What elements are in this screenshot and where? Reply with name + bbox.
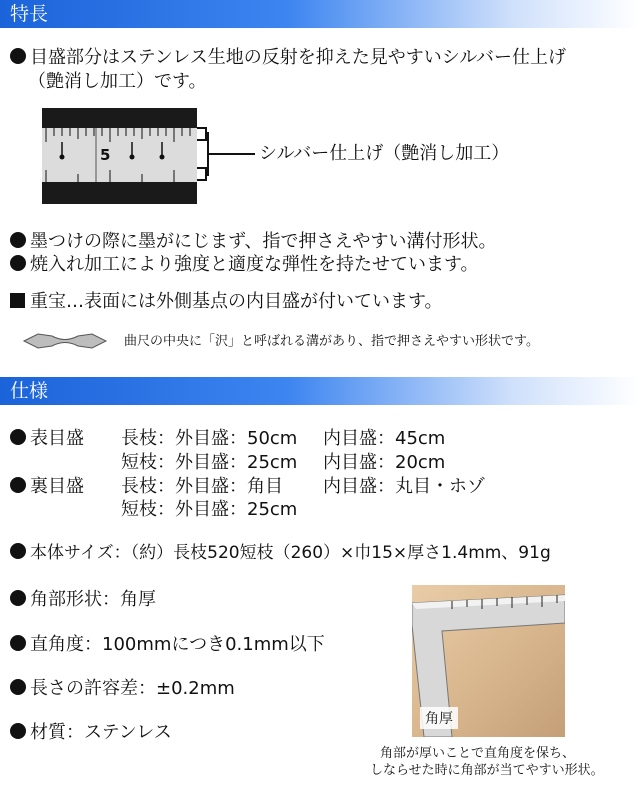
corner-photo-label: 角厚: [420, 707, 458, 729]
feature-bullet-2: 墨つけの際に墨がにじまず、指で押さえやすい溝付形状。: [10, 230, 497, 254]
ruler-number: 5: [100, 146, 111, 164]
finish-label: シルバー仕上げ（艶消し加工）: [259, 143, 510, 164]
bullet-icon: [10, 255, 26, 271]
spec-back-label: 裏目盛: [10, 475, 84, 499]
benefit-line: 重宝…表面には外側基点の内目盛が付いています。: [10, 290, 443, 314]
spec-front-short-inner: 内目盛：20cm: [323, 452, 446, 473]
spec-back-long-inner: 内目盛：丸目・ホゾ: [323, 476, 485, 497]
corner-photo: [412, 585, 565, 737]
bullet-icon: [10, 477, 26, 493]
groove-note: 曲尺の中央に「沢」と呼ばれる溝があり、指で押さえやすい形状です。: [124, 334, 539, 349]
feature-bullet-3: 焼入れ加工により強度と適度な弾性を持たせています。: [10, 253, 479, 277]
bullet-icon: [10, 429, 26, 445]
bracket-bottom: [197, 167, 207, 181]
spec-front-long-inner: 内目盛：45cm: [323, 428, 446, 449]
groove-profile-icon: [22, 331, 108, 351]
spec-front-label: 表目盛: [10, 427, 84, 451]
photo-caption-2: しならせた時に角部が当てやすい形状。: [370, 763, 604, 778]
bullet-icon: [10, 543, 26, 559]
specs-header: 仕様: [0, 377, 640, 405]
spec-back-long: 長枝：外目盛：角目: [121, 476, 283, 497]
spec-material: 材質：ステンレス: [10, 721, 172, 745]
bullet-icon: [10, 635, 26, 651]
bullet-icon: [10, 723, 26, 739]
bullet-icon: [10, 590, 26, 606]
ruler-closeup-photo: [42, 108, 197, 204]
feature-text: 目盛部分はステンレス生地の反射を抑えた見やすいシルバー仕上げ: [30, 47, 567, 68]
bullet-icon: [10, 48, 26, 64]
spec-squareness: 直角度：100mmにつき0.1mm以下: [10, 633, 325, 657]
spec-front-short: 短枝：外目盛：25cm: [121, 452, 298, 473]
leader-line: [209, 153, 255, 155]
feature-bullet-1: [10, 46, 566, 70]
bullet-icon: [10, 679, 26, 695]
spec-size: 本体サイズ：（約）長枝520短枝（260）×巾15×厚さ1.4mm、91g: [10, 541, 551, 565]
features-header: 特長: [0, 0, 640, 28]
bullet-icon: [10, 232, 26, 248]
square-bullet-icon: [10, 293, 25, 308]
spec-back-short: 短枝：外目盛：25cm: [121, 499, 298, 520]
feature-bullet-1-cont: （艶消し加工）です。: [28, 71, 207, 92]
spec-front-long: 長枝：外目盛：50cm: [121, 428, 298, 449]
photo-caption-1: 角部が厚いことで直角度を保ち、: [380, 746, 576, 761]
spec-tolerance: 長さの許容差：±0.2mm: [10, 677, 235, 701]
bracket-top: [197, 127, 207, 141]
spec-corner: 角部形状：角厚: [10, 588, 156, 612]
ruler-illustration: [42, 108, 197, 204]
